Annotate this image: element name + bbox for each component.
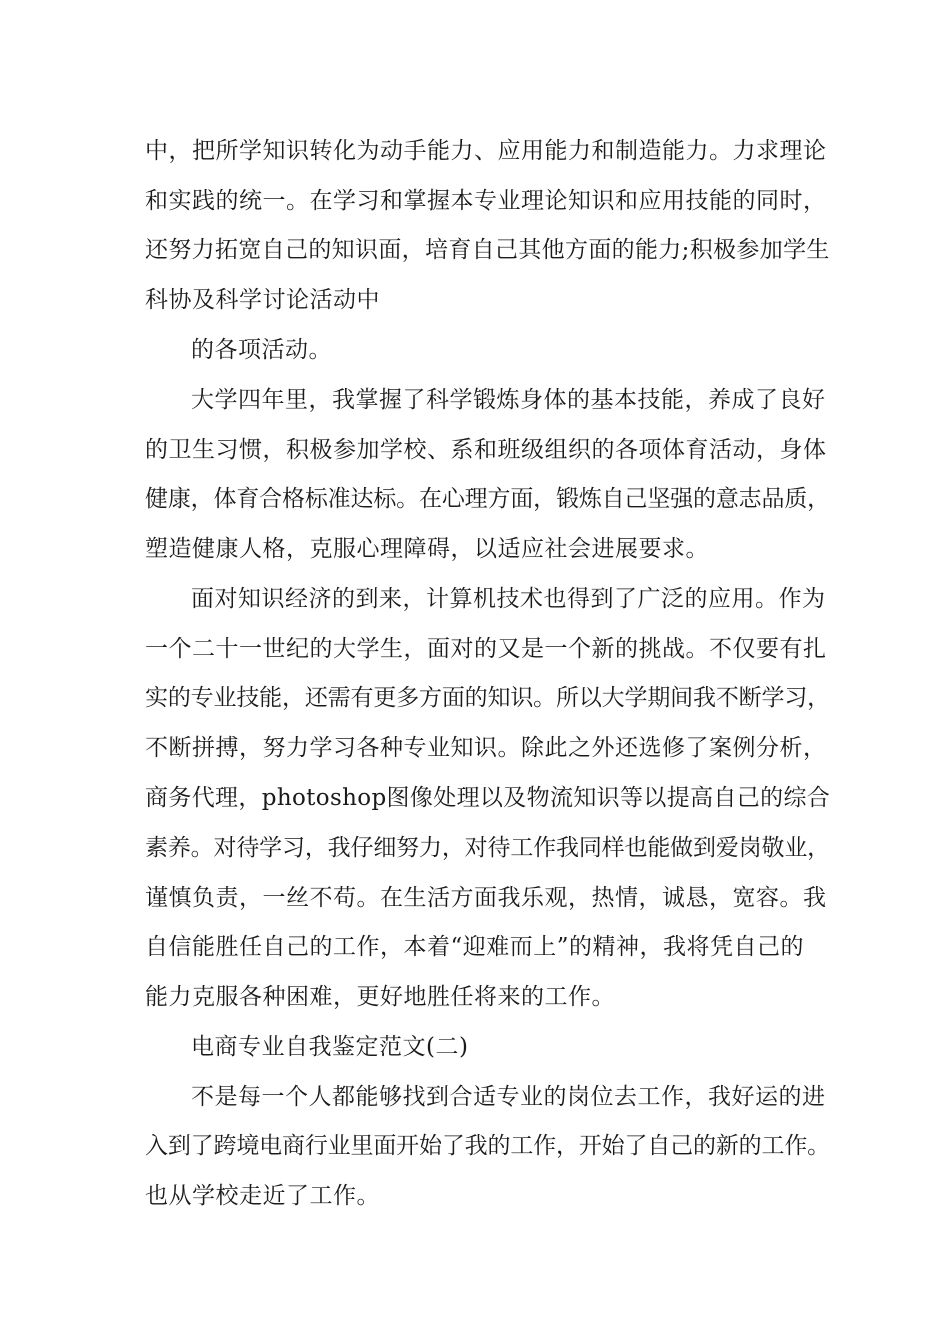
text-line: 能力克服各种困难，更好地胜任将来的工作。 xyxy=(145,984,615,1010)
text-line: 中，把所学知识转化为动手能力、应用能力和制造能力。力求理论 xyxy=(145,138,827,164)
paragraph-start-line: 大学四年里，我掌握了科学锻炼身体的基本技能，养成了良好 xyxy=(191,387,826,413)
text-line: 商务代理，photoshop图像处理以及物流知识等以提高自己的综合 xyxy=(145,785,831,811)
text-line: 谨慎负责，一丝不苟。在生活方面我乐观，热情，诚恳，宽容。我 xyxy=(145,885,827,911)
text-line: 实的专业技能，还需有更多方面的知识。所以大学期间我不断学习， xyxy=(145,685,831,711)
text-line: 不断拼搏，努力学习各种专业知识。除此之外还选修了案例分析， xyxy=(145,735,827,761)
text-line: 自信能胜任自己的工作，本着“迎难而上”的精神，我将凭自己的 xyxy=(145,934,805,960)
text-line: 科协及科学讨论活动中 xyxy=(145,287,380,313)
text-line: 也从学校走近了工作。 xyxy=(145,1183,380,1209)
text-line: 一个二十一世纪的大学生，面对的又是一个新的挑战。不仅要有扎 xyxy=(145,636,827,662)
text-line: 塑造健康人格，克服心理障碍，以适应社会进展要求。 xyxy=(145,536,709,562)
text-line: 的卫生习惯，积极参加学校、系和班级组织的各项体育活动，身体 xyxy=(145,437,827,463)
text-line: 入到了跨境电商行业里面开始了我的工作，开始了自己的新的工作。 xyxy=(145,1133,831,1159)
paragraph-start-line: 不是每一个人都能够找到合适专业的岗位去工作，我好运的进 xyxy=(191,1084,826,1110)
section-heading: 电商专业自我鉴定范文(二) xyxy=(191,1034,469,1060)
text-line: 健康，体育合格标准达标。在心理方面，锻炼自己坚强的意志品质， xyxy=(145,486,831,512)
text-line: 还努力拓宽自己的知识面，培育自己其他方面的能力;积极参加学生 xyxy=(145,237,830,263)
text-line: 的各项活动。 xyxy=(191,337,332,363)
text-line: 素养。对待学习，我仔细努力，对待工作我同样也能做到爱岗敬业， xyxy=(145,835,831,861)
paragraph-start-line: 面对知识经济的到来，计算机技术也得到了广泛的应用。作为 xyxy=(191,586,826,612)
text-line: 和实践的统一。在学习和掌握本专业理论知识和应用技能的同时， xyxy=(145,188,827,214)
